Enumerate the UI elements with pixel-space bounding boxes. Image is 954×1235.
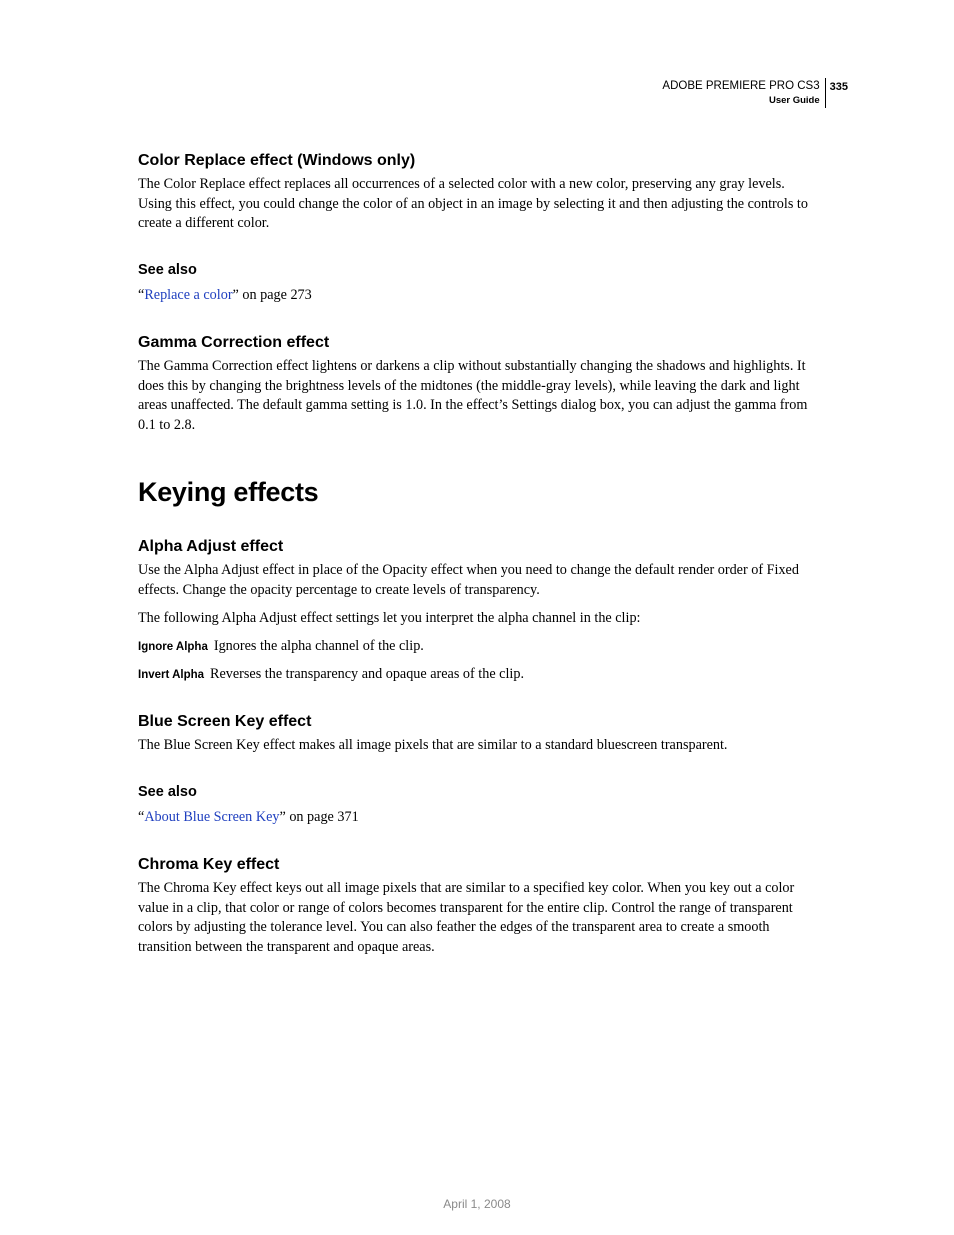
page-number: 335 [829, 81, 848, 93]
see-also-reference-2 [138, 808, 818, 828]
header-product-name: ADOBE PREMIERE PRO CS3 [662, 80, 820, 92]
setting-ignore-alpha [138, 637, 818, 658]
page-reference: ” on page 273 [232, 287, 312, 303]
color-replace-body: The Color Replace effect replaces all occurrences of a selected color with a new color, preserving any gray levels. Using this effect, you could change the color of an object in an image by selecting it and then adjusting the controls to create a different color. [138, 176, 808, 232]
color-replace-heading: Color Replace effect (Windows only) [138, 152, 416, 169]
gamma-correction-heading: Gamma Correction effect [138, 334, 330, 351]
blue-screen-key-heading: Blue Screen Key effect [138, 713, 312, 730]
open-quote: “ [138, 287, 145, 303]
chroma-key-body: The Chroma Key effect keys out all image pixels that are similar to a specified key color. When you key out a color value in a clip, that color or range of colors becomes transparent for the entire clip. Control the range of transparent colors by adjusting the tolerance level. You can also feather the edges of the transparent area to create a smooth transition between the transparent and opaque areas. [138, 880, 795, 955]
see-also-heading-1: See also [138, 262, 197, 278]
header-guide-name: User Guide [768, 95, 820, 106]
setting-term: Ignore Alpha [138, 641, 208, 653]
gamma-correction-body: The Gamma Correction effect lightens or darkens a clip without substantially changing the shadows and highlights. It does this by changing the brightness levels of the midtones (the middle-gray levels), while leaving the dark and light areas unaffected. The default gamma setting is 1.0. In the effect’s Settings dialog box, you can adjust the gamma from 0.1 to 2.8. [138, 358, 808, 433]
setting-description: Ignores the alpha channel of the clip. [213, 638, 424, 654]
see-also-reference-1 [138, 286, 818, 306]
setting-term: Invert Alpha [138, 669, 205, 681]
about-blue-screen-key-link[interactable]: About Blue Screen Key [144, 809, 280, 825]
keying-effects-heading: Keying effects [138, 477, 319, 507]
footer-date: April 1, 2008 [443, 1197, 511, 1211]
blue-screen-key-body: The Blue Screen Key effect makes all image pixels that are similar to a standard bluescreen transparent. [138, 737, 728, 753]
chroma-key-heading: Chroma Key effect [138, 856, 280, 873]
alpha-adjust-body: Use the Alpha Adjust effect in place of the Opacity effect when you need to change the default render order of Fixed effects. Change the opacity percentage to create levels of transparency. [138, 562, 799, 598]
open-quote: “ [138, 809, 145, 825]
setting-invert-alpha [138, 665, 818, 686]
replace-a-color-link[interactable]: Replace a color [144, 287, 233, 303]
page-reference: ” on page 371 [279, 809, 359, 825]
running-header [662, 78, 848, 108]
alpha-adjust-intro: The following Alpha Adjust effect settings let you interpret the alpha channel in the clip: [138, 610, 641, 626]
alpha-adjust-heading: Alpha Adjust effect [138, 538, 284, 555]
header-title-block [662, 78, 825, 108]
see-also-heading-2: See also [138, 784, 197, 800]
setting-description: Reverses the transparency and opaque areas of the clip. [210, 666, 524, 682]
